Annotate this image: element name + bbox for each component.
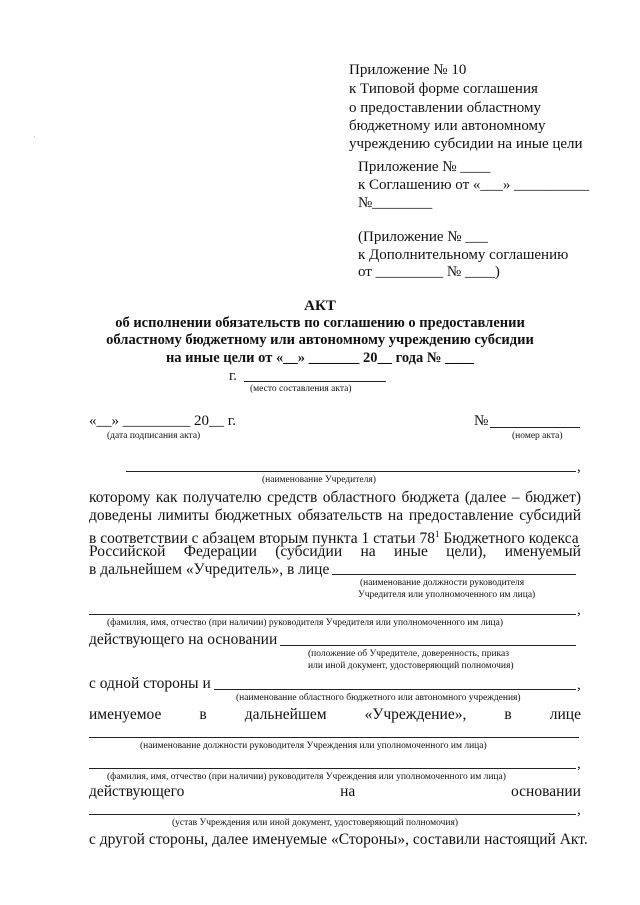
founder-position-caption-1: (наименование должности руководителя [360,578,525,588]
supp-date: от _________ № ____) [358,264,500,280]
number-prefix: № [474,413,489,429]
act-date: «__» _________ 20__ г. [89,413,236,429]
header-line-3: бюджетному или автономному [349,118,546,134]
paragraph-line-1: которому как получателю средств областного бюджета (далее – бюджет) [89,489,581,506]
header-line-2: о предоставлении областному [349,100,542,116]
agency-name-line [214,689,576,690]
comma: , [577,602,581,618]
agency-position-line [89,737,579,738]
comma: , [577,802,581,818]
place-prefix: г. [229,368,237,384]
header-line-1: к Типовой форме соглашения [349,81,538,97]
supp-appendix: (Приложение № ___ [358,229,488,245]
paragraph-line-5: в дальнейшем «Учредитель», в лице [89,561,330,578]
act-subtitle-2: областному бюджетному или автономному учреждению субсидии [106,332,534,348]
comma: , [577,459,581,475]
acting-row: действующего на основании [89,783,581,800]
founder-position-line [332,574,576,575]
final-sentence: с другой стороны, далее именуемые «Стороны», составили настоящий Акт. [89,831,588,848]
agency-basis-line [89,814,576,815]
appendix-title: Приложение № 10 [349,62,467,78]
agreement-ref: к Соглашению от «___» __________ [358,177,590,193]
scan-speck [34,136,35,137]
one-side: с одной стороны и [89,675,211,692]
acting-on-basis: действующего на основании [89,631,278,648]
founder-name-line [126,471,576,472]
supp-ref: к Дополнительному соглашению [358,247,569,263]
place-line [244,381,386,382]
founder-fio-line [89,614,576,615]
founder-basis-line [280,645,576,646]
founder-basis-caption-2: или иной документ, удостоверяющий полномочия) [308,661,514,671]
number-caption: (номер акта) [512,431,563,441]
paragraph-line-2: доведены лимиты бюджетных обязательств на предоставление субсидий [89,507,581,524]
agency-basis-caption: (устав Учреждения или иной документ, удостоверяющий полномочия) [172,818,459,828]
comma: , [577,756,581,772]
paragraph-line-4: Российской Федерации (субсидии на иные цели), именуемый [89,543,581,560]
named-row: именуемое в дальнейшем «Учреждение», в лице [89,706,581,723]
agency-fio-caption: (фамилия, имя, отчество (при наличии) руководителя Учреждения или уполномоченного им лица) [107,772,506,782]
act-title: АКТ [304,298,336,314]
place-caption: (место составления акта) [250,384,352,394]
founder-name-caption: (наименование Учредителя) [262,475,376,485]
agency-position-caption: (наименование должности руководителя Учреждения или уполномоченного им лица) [140,741,487,751]
header-line-4: учреждению субсидии на иные цели [349,136,583,152]
comma: , [577,677,581,693]
founder-fio-caption: (фамилия, имя, отчество (при наличии) руководителя Учредителя или уполномоченного им лица) [107,618,504,628]
founder-basis-caption-1: (положение об Учредителе, доверенность, приказ [308,649,509,659]
agreement-appendix: Приложение № ____ [358,159,491,175]
agreement-number: №________ [358,195,433,211]
paragraph-line-3: в соответствии с абзацем вторым пункта 1 статьи $78^1$ Бюджетного кодекса [89,529,579,548]
founder-position-caption-2: Учредителя или уполномоченного им лица) [358,590,536,600]
act-subtitle-3: на иные цели от «__» _______ 20__ года № ____ [165,350,475,366]
number-line [490,427,580,428]
agency-fio-line [89,768,576,769]
act-subtitle-1: об исполнении обязательств по соглашению о предоставлении [115,315,525,331]
date-caption: (дата подписания акта) [107,431,201,441]
agency-name-caption: (наименование областного бюджетного или автономного учреждения) [236,693,521,703]
